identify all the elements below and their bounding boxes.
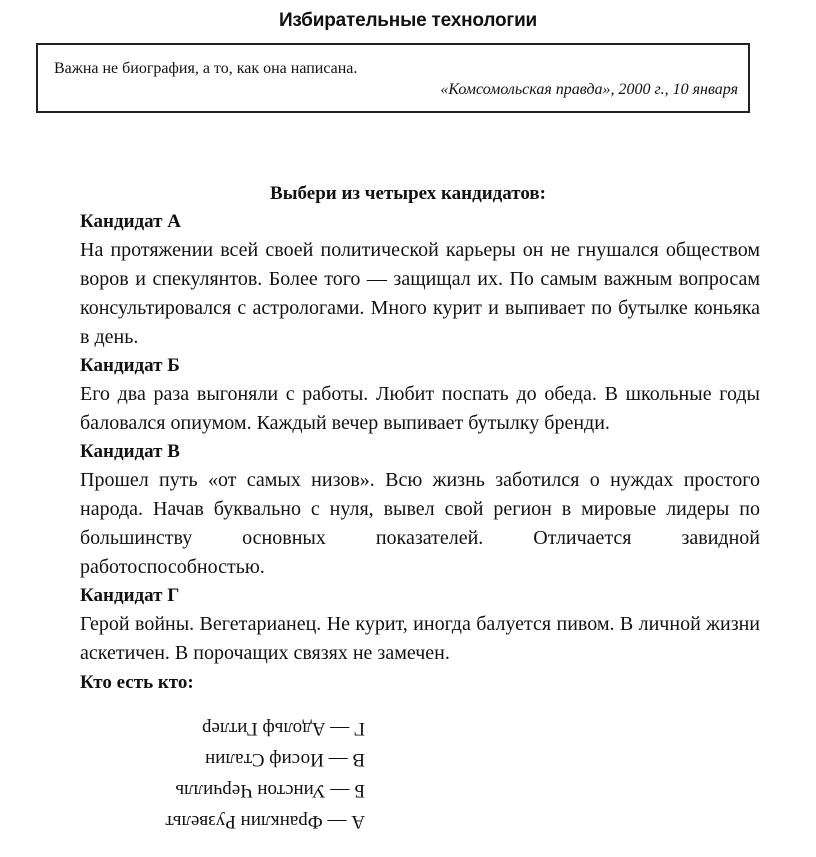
candidate-description-g: Герой войны. Вегетарианец. Не курит, иногда балуется пивом. В личной жизни аскетичен. В порочащих связях не замечен. [80, 613, 760, 664]
answer-a: А — Франклин Рузвельт [165, 811, 365, 832]
epigraph-quote: Важна не биография, а то, как она написана. [54, 60, 358, 77]
candidate-title-g: Кандидат Г [80, 585, 180, 606]
candidates-list [80, 208, 760, 698]
epigraph-source: «Комсомольская правда», 2000 г., 10 января [440, 81, 738, 98]
candidate-title-v: Кандидат В [80, 441, 180, 462]
candidate-description-a: На протяжении всей своей политической карьеры он не гнушался обществом воров и спекулянтов. Более того — защищал их. По самым важным вопросам консультировался с астрологами. Много курит и выпивает по бутылке коньяка в день. [80, 239, 760, 348]
epigraph-box [36, 43, 750, 113]
upside-down-answers [85, 713, 365, 837]
answer-b: Б — Уинстон Черчилль [175, 780, 365, 801]
candidate-description-b: Его два раза выгоняли с работы. Любит поспать до обеда. В школьные годы баловался опиумом. Каждый вечер выпивает бутылку бренди. [80, 383, 760, 434]
answer-v: В — Иосиф Сталин [205, 749, 365, 770]
candidate-block [80, 352, 760, 438]
candidate-block [80, 582, 760, 668]
answer-g: Г — Адольф Гитлер [201, 718, 365, 739]
page-title: Избирательные технологии [278, 10, 538, 31]
candidate-title-a: Кандидат А [80, 211, 181, 232]
candidate-block [80, 208, 760, 352]
question-heading: Кто есть кто: [80, 672, 194, 693]
candidate-block [80, 438, 760, 582]
candidate-description-v: Прошел путь «от самых низов». Всю жизнь заботился о нуждах простого народа. Начав буквально с нуля, вывел свой регион в мировые лидеры по большинству основных показателей. Отличается завидной работоспособностью. [80, 469, 760, 578]
candidate-title-b: Кандидат Б [80, 355, 180, 376]
section-heading: Выбери из четырех кандидатов: [270, 183, 546, 204]
